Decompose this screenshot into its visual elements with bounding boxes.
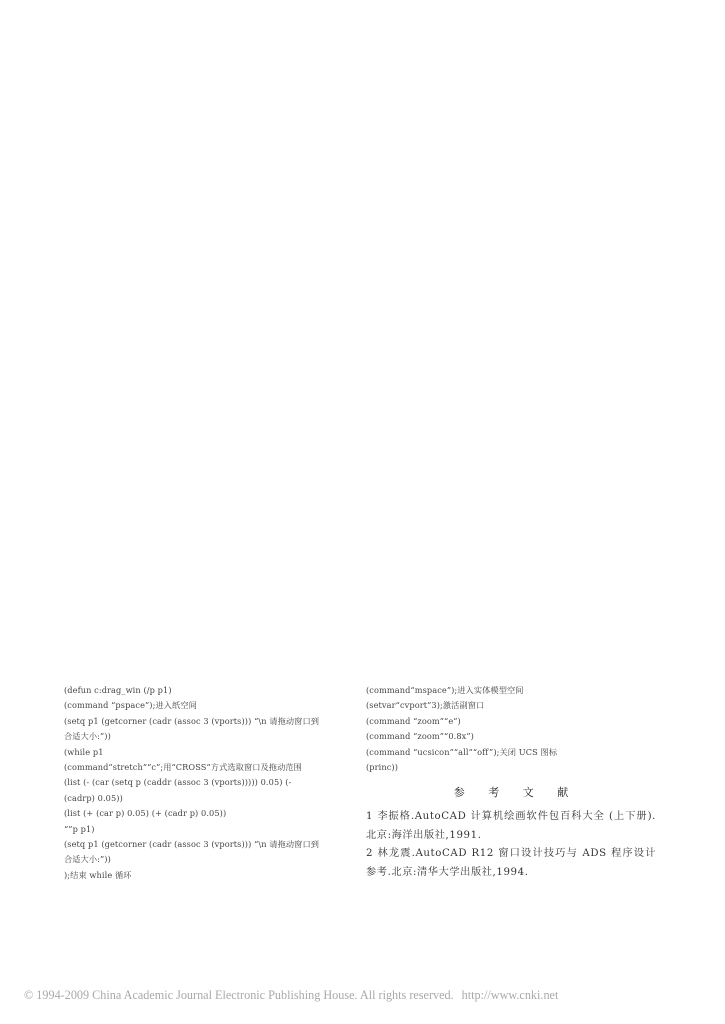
- code-line: (defun c:drag_win (/p p1): [64, 685, 172, 695]
- copyright-text: © 1994-2009 China Academic Journal Electronic Publishing House. All rights reserved.: [24, 988, 454, 1002]
- code-line: (command “zoom”“e”): [366, 715, 461, 726]
- left-code-column: [64, 683, 346, 883]
- code-line: (command“mspace”);进入实体模型空间: [366, 685, 524, 695]
- code-line: 合适大小:”)): [64, 731, 111, 742]
- code-line: (list (- (car (setq p (caddr (assoc 3 (vports))))) 0.05) (-: [64, 777, 292, 788]
- code-line: (command “pspace”);进入纸空间: [64, 700, 197, 711]
- code-line: (princ)): [366, 761, 399, 772]
- code-line: (list (+ (car p) 0.05) (+ (cadr p) 0.05)): [64, 808, 227, 819]
- footer-link[interactable]: http://www.cnki.net: [461, 988, 559, 1002]
- code-line: (command“stretch”“c”;用“CROSS”方式选取窗口及拖动范围: [64, 761, 302, 772]
- references-heading: 参 考 文 献: [453, 786, 579, 800]
- reference-item: 2 林龙震.AutoCAD R12 窗口设计技巧与 ADS 程序设计参考.北京:清华大学出版社,1994.: [366, 848, 656, 878]
- code-line: (setq p1 (getcorner (cadr (assoc 3 (vports))) “\n 请拖动窗口到: [64, 715, 320, 726]
- code-line: 合适大小:”)): [64, 854, 111, 865]
- right-code-column: [366, 683, 656, 882]
- code-line: (command “ucsicon”“all”“off”);关闭 UCS 图标: [366, 746, 558, 757]
- code-line: (command “zoom”“0.8x”): [366, 731, 474, 742]
- code-line: (setvar“cvport”3);激活副窗口: [366, 700, 485, 711]
- reference-item: 1 李振格.AutoCAD 计算机绘画软件包百科大全 (上下册).北京:海洋出版社,1991.: [366, 811, 656, 841]
- code-line: (cadrp) 0.05)): [64, 792, 123, 803]
- code-line: “”p p1): [64, 823, 95, 834]
- code-line: (while p1: [64, 746, 104, 757]
- code-line: );结束 while 循环: [64, 869, 132, 880]
- copyright-footer: [24, 988, 714, 1003]
- code-line: (setq p1 (getcorner (cadr (assoc 3 (vports))) “\n 请拖动窗口到: [64, 838, 320, 849]
